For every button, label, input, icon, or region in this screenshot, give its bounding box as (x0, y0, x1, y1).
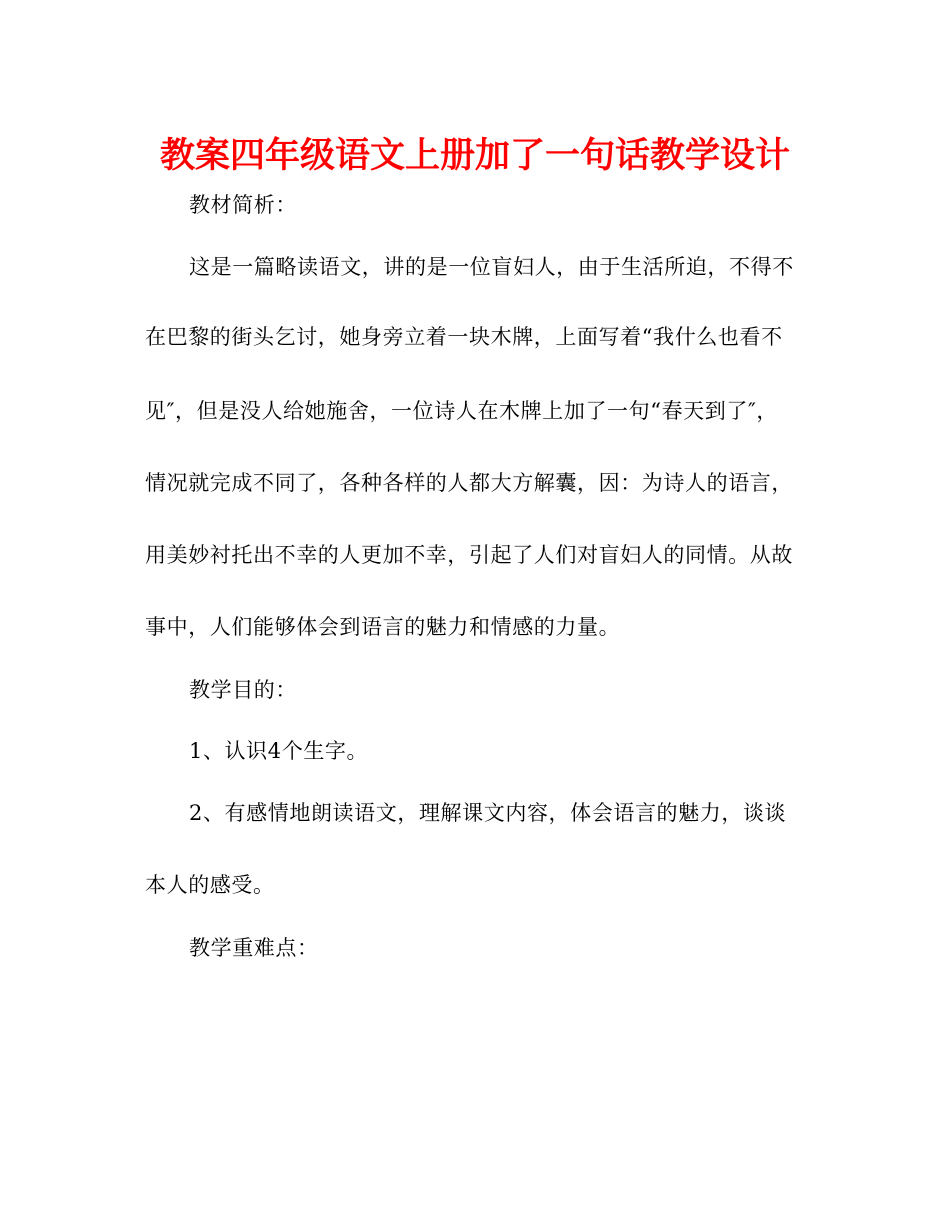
paragraph-line: 本人的感受。 (145, 873, 275, 897)
list-item: 2、有感情地朗读语文，理解课文内容，体会语言的魅力，谈谈 (189, 801, 787, 825)
paragraph-line: 这是一篇略读语文，讲的是一位盲妇人，由于生活所迫，不得不 (189, 255, 794, 279)
paragraph-line: 情况就完成不同了，各种各样的人都大方解囊，因：为诗人的语言， (145, 471, 793, 495)
section-heading-key-points: 教学重难点： (189, 936, 319, 960)
paragraph-line: 用美妙衬托出不幸的人更加不幸，引起了人们对盲妇人的同情。从故 (145, 543, 793, 567)
section-heading-materials: 教材简析： (189, 193, 297, 217)
paragraph-line: 见″，但是没人给她施舍，一位诗人在木牌上加了一句“春天到了″， (145, 399, 779, 423)
paragraph-line: 在巴黎的街头乞讨，她身旁立着一块木牌，上面写着“我什么也看不 (145, 325, 783, 349)
document-title: 教案四年级语文上册加了一句话教学设计 (159, 136, 790, 176)
paragraph-line: 事中，人们能够体会到语言的魅力和情感的力量。 (145, 615, 621, 639)
list-item: 1、认识4个生字。 (189, 739, 369, 763)
section-heading-objectives: 教学目的： (189, 678, 297, 702)
